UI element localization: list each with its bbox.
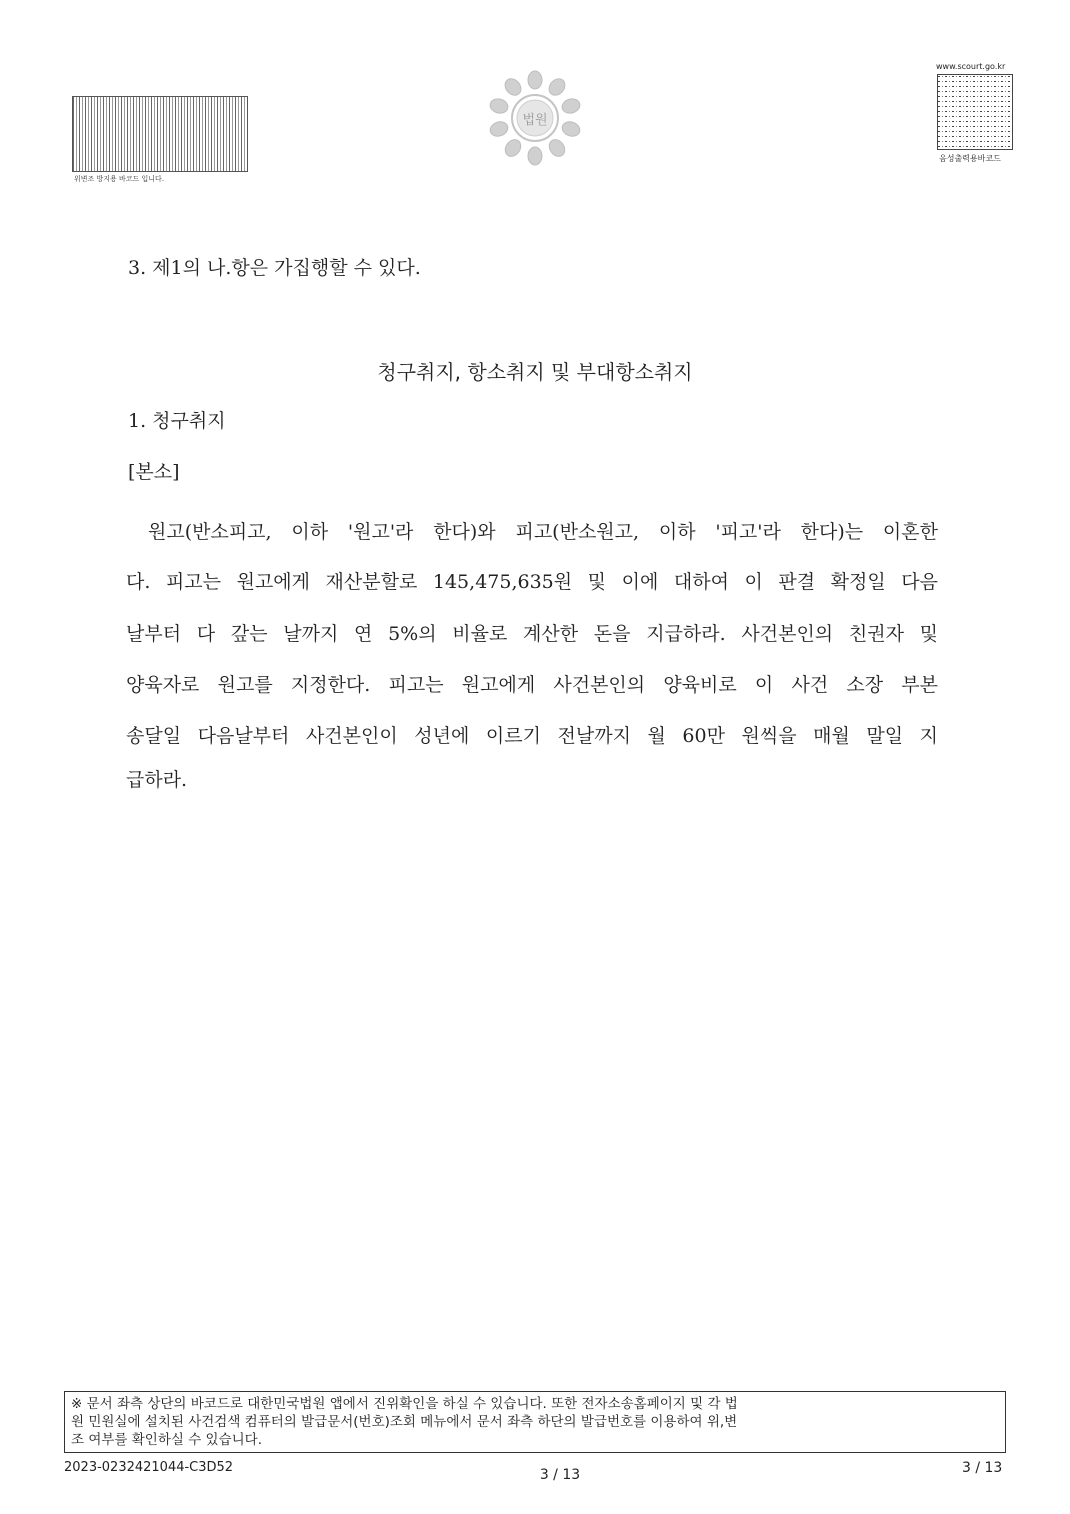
section-title: 청구취지, 항소취지 및 부대항소취지 bbox=[377, 360, 693, 384]
anti-forgery-barcode bbox=[72, 96, 248, 172]
notice-line: ※ 문서 좌측 상단의 바코드로 대한민국법원 앱에서 진위확인을 하실 수 있습니다. 또한 전자소송홈페이지 및 각 법 bbox=[71, 1396, 738, 1412]
court-url: www.scourt.go.kr bbox=[936, 62, 1006, 71]
verification-notice bbox=[64, 1391, 1006, 1453]
item-3: 3. 제1의 나.항은 가집행할 수 있다. bbox=[128, 257, 421, 279]
paragraph-line: 급하라. bbox=[126, 769, 188, 791]
barcode-caption: 위변조 방지용 바코드 입니다. bbox=[74, 175, 165, 183]
page-number-right: 3 / 13 bbox=[962, 1460, 1003, 1476]
qr-caption: 음성출력용바코드 bbox=[939, 154, 1001, 163]
paragraph-line: 양육자로 원고를 지정한다. 피고는 원고에게 사건본인의 양육비로 이 사건 소장 부본 bbox=[126, 674, 938, 696]
paragraph-line: 다. 피고는 원고에게 재산분할로 145,475,635원 및 이에 대하여 이 판결 확정일 다음 bbox=[126, 571, 938, 593]
paragraph-line: 날부터 다 갚는 날까지 연 5%의 비율로 계산한 돈을 지급하라. 사건본인의 친권자 및 bbox=[126, 623, 938, 645]
notice-line: 원 민원실에 설치된 사건검색 컴퓨터의 발급문서(번호)조회 메뉴에서 문서 좌측 하단의 발급번호를 이용하여 위,변 bbox=[71, 1414, 738, 1430]
page-number-center: 3 / 13 bbox=[539, 1467, 581, 1483]
notice-line: 조 여부를 확인하실 수 있습니다. bbox=[71, 1432, 262, 1448]
seal-text: 법원 bbox=[522, 113, 548, 128]
subheading-1: 1. 청구취지 bbox=[128, 410, 226, 432]
voice-output-qr-code bbox=[937, 74, 1013, 150]
court-seal-icon bbox=[485, 68, 585, 168]
paragraph-line: 원고(반소피고, 이하 '원고'라 한다)와 피고(반소원고, 이하 '피고'라 한다)는 이혼한 bbox=[148, 521, 938, 543]
bracket-heading: [본소] bbox=[128, 461, 180, 483]
paragraph-line: 송달일 다음날부터 사건본인이 성년에 이르기 전날까지 월 60만 원씩을 매월 말일 지 bbox=[126, 725, 938, 747]
issue-number: 2023-0232421044-C3D52 bbox=[64, 1460, 234, 1475]
